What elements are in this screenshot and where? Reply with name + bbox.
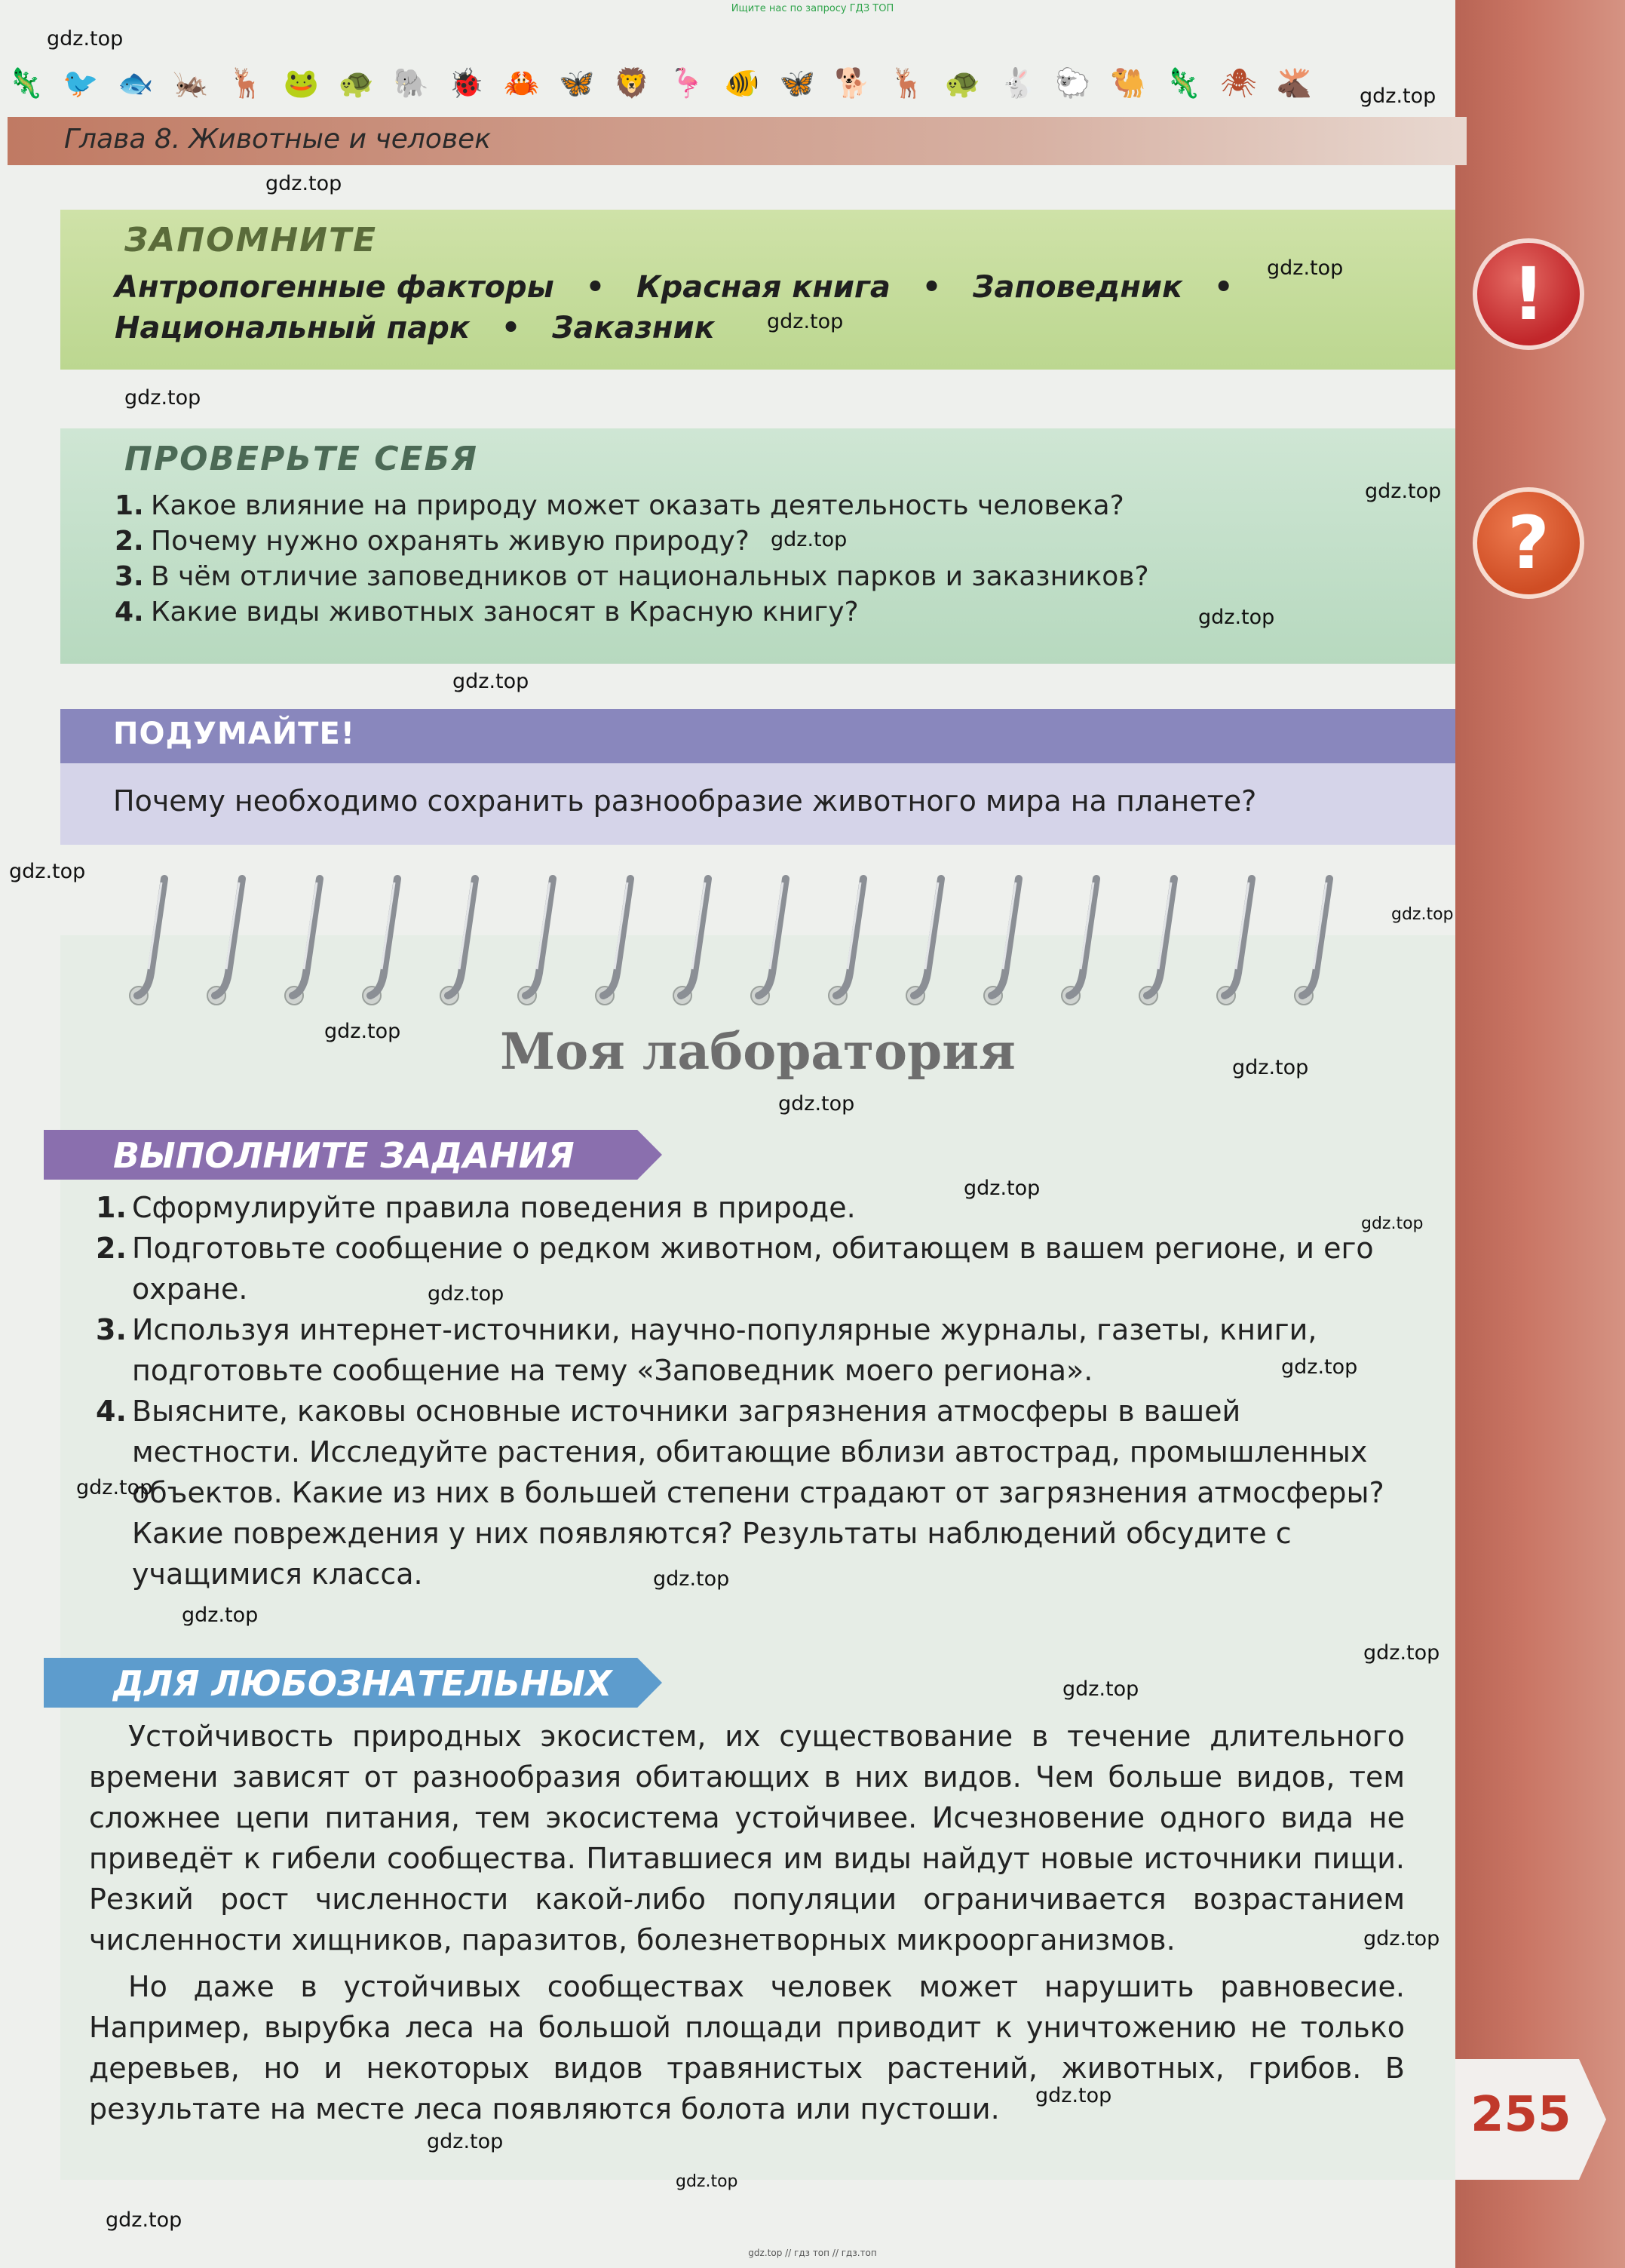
watermark: gdz.top xyxy=(106,2208,182,2232)
bird-icon: 🐦 xyxy=(63,66,99,100)
moth-icon: 🦋 xyxy=(779,66,815,100)
watermark: gdz.top xyxy=(265,172,342,195)
watermark: gdz.top xyxy=(778,1092,855,1116)
binding-coil xyxy=(285,879,320,1005)
think-question: Почему необходимо сохранить разнообразие животного мира на планете? xyxy=(113,784,1257,818)
question-item: 3. В чём отличие заповедников от национальных парков и заказников? xyxy=(115,561,1149,592)
task-item: 3. Используя интернет-источники, научно-популярные журналы, газеты, книги, подготовьте сообщение на тему «Заповедник моего региона». xyxy=(96,1313,1317,1387)
watermark: gdz.top xyxy=(1361,1214,1424,1233)
watermark: gdz.top xyxy=(767,310,844,333)
fish-icon: 🐠 xyxy=(724,66,760,100)
chapter-title: Глава 8. Животные и человек xyxy=(64,124,491,155)
watermark: gdz.top xyxy=(1198,606,1275,629)
beetle-icon: 🐞 xyxy=(448,66,485,100)
binding-coil xyxy=(829,879,863,1005)
watermark: gdz.top xyxy=(324,1020,401,1043)
binding-coil xyxy=(1217,879,1252,1005)
footer-note: gdz.top // гдз топ // гдз.топ xyxy=(748,2248,877,2258)
binding-coil xyxy=(518,879,553,1005)
lab-title: Моя лаборатория xyxy=(500,1022,1016,1081)
curious-paragraph-2: Но даже в устойчивых сообществах человек может нарушить равновесие. Например, вырубка леса на большой площади приводит к уничтожению не только деревьев, но и некоторых видов травянистых растений, животных, грибов. В результате на месте леса появляются болота или пустоши. xyxy=(89,1970,1405,2125)
binding-coil xyxy=(1062,879,1096,1005)
question-item: 1. Какое влияние на природу может оказать деятельность человека? xyxy=(115,490,1124,521)
spider-icon: 🕷 xyxy=(1220,66,1257,100)
watermark: gdz.top xyxy=(76,1476,153,1499)
camel-icon: 🐫 xyxy=(1110,66,1146,100)
insect-icon: 🦗 xyxy=(173,66,209,100)
binding-coil xyxy=(673,879,708,1005)
task-item: 2. Подготовьте сообщение о редком животном, обитающем в вашем регионе, и его охране. xyxy=(96,1232,1374,1306)
key-terms-line-1: Антропогенные факторы • Красная книга • Заповедник • xyxy=(115,270,1234,305)
watermark: gdz.top xyxy=(1062,1677,1139,1701)
remember-title: ЗАПОМНИТЕ xyxy=(124,221,378,259)
lizard-icon: 🦎 xyxy=(8,66,44,100)
heron-icon: 🦩 xyxy=(669,66,705,100)
task-item: 1. Сформулируйте правила поведения в природе. xyxy=(96,1191,856,1224)
curious-title: ДЛЯ ЛЮБОЗНАТЕЛЬНЫХ xyxy=(113,1663,612,1704)
binding-coil xyxy=(207,879,242,1005)
moose-icon: 🫎 xyxy=(1276,66,1312,100)
lion-icon: 🦁 xyxy=(614,66,650,100)
sheep-icon: 🐑 xyxy=(1055,66,1091,100)
top-note: Ищите нас по запросу ГДЗ ТОП xyxy=(731,3,894,14)
watermark: gdz.top xyxy=(1365,480,1442,503)
tasks-title: ВЫПОЛНИТЕ ЗАДАНИЯ xyxy=(113,1135,575,1176)
elephant-icon: 🐘 xyxy=(393,66,430,100)
turtle-icon: 🐢 xyxy=(944,66,981,100)
binding-coil xyxy=(751,879,786,1005)
binding-coil xyxy=(363,879,397,1005)
watermark: gdz.top xyxy=(1281,1355,1358,1379)
key-terms-line-2: Национальный парк • Заказник xyxy=(115,311,715,345)
butterfly-icon: 🦋 xyxy=(559,66,595,100)
exclamation-icon: ! xyxy=(1473,238,1584,350)
think-title: ПОДУМАЙТЕ! xyxy=(113,717,356,751)
watermark: gdz.top xyxy=(653,1567,730,1591)
watermark: gdz.top xyxy=(1363,1927,1440,1950)
curious-paragraph-1: Устойчивость природных экосистем, их существование в течение длительного времени зависят от разнообразия обитающих в них видов. Чем больше видов, тем сложнее цепи питания, тем экосистема устойчивее. Исчезновение одного вида не приведёт к гибели сообщества. Питавшиеся им виды найдут новые источники пищи. Резкий рост численности какой-либо популяции ограничивается возрастанием численности хищников, паразитов, болезнетворных микроорганизмов. xyxy=(89,1720,1405,1956)
watermark: gdz.top xyxy=(1360,84,1436,108)
watermark: gdz.top xyxy=(182,1604,259,1627)
watermark: gdz.top xyxy=(428,1282,504,1306)
check-yourself-title: ПРОВЕРЬТЕ СЕБЯ xyxy=(124,440,479,478)
binding-coil xyxy=(1139,879,1174,1005)
binding-coil xyxy=(1295,879,1329,1005)
watermark: gdz.top xyxy=(427,2130,504,2153)
spiral-binding xyxy=(113,867,1372,1011)
watermark: gdz.top xyxy=(124,386,201,410)
crab-icon: 🦀 xyxy=(503,66,540,100)
watermark: gdz.top xyxy=(9,860,86,883)
tortoise-icon: 🐢 xyxy=(338,66,374,100)
lizard-icon: 🦎 xyxy=(1165,66,1201,100)
watermark: gdz.top xyxy=(964,1177,1041,1200)
binding-coil xyxy=(440,879,475,1005)
dog-icon: 🐕 xyxy=(834,66,870,100)
question-item: 2. Почему нужно охранять живую природу? xyxy=(115,526,750,557)
deer-icon: 🦌 xyxy=(228,66,264,100)
question-icon: ? xyxy=(1473,487,1584,599)
watermark: gdz.top xyxy=(452,670,529,693)
binding-coil xyxy=(130,879,164,1005)
watermark: gdz.top xyxy=(1363,1641,1440,1665)
watermark: gdz.top xyxy=(1232,1056,1309,1079)
watermark: gdz.top xyxy=(771,528,848,551)
watermark: gdz.top xyxy=(676,2172,738,2191)
animal-band xyxy=(8,60,1312,106)
deer-icon: 🦌 xyxy=(889,66,926,100)
frog-icon: 🐸 xyxy=(283,66,319,100)
binding-coil xyxy=(596,879,630,1005)
binding-coil xyxy=(984,879,1019,1005)
watermark: gdz.top xyxy=(1035,2084,1112,2107)
page-number: 255 xyxy=(1470,2087,1571,2143)
binding-coil xyxy=(906,879,941,1005)
task-item: 4. Выясните, каковы основные источники загрязнения атмосферы в вашей местности. Исследуйте растения, обитающие вблизи автострад, промышленных объектов. Какие из них в большей степени страдают от загрязнения атмосферы? Какие повреждения у них появляются? Результаты наблюдений обсудите с учащимися класса. xyxy=(96,1395,1384,1591)
watermark: gdz.top xyxy=(1391,905,1454,924)
watermark: gdz.top xyxy=(1267,256,1344,280)
watermark: gdz.top xyxy=(47,27,124,51)
fish-icon: 🐟 xyxy=(118,66,154,100)
hare-icon: 🐇 xyxy=(999,66,1036,100)
question-item: 4. Какие виды животных заносят в Красную книгу? xyxy=(115,597,859,628)
